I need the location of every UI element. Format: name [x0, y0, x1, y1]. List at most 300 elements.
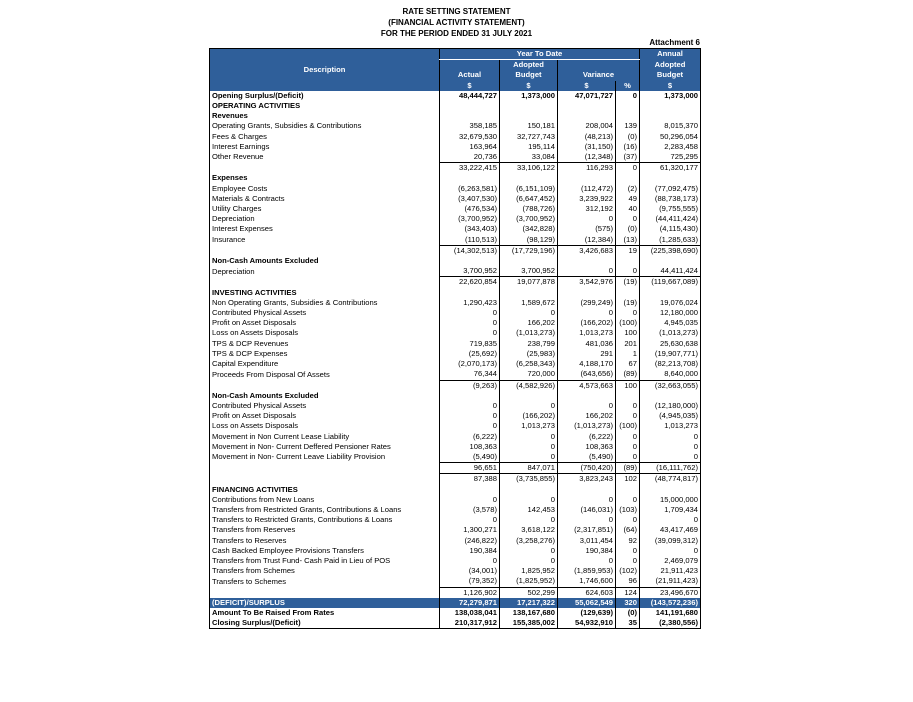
- row-value-variance: (1,013,273): [558, 421, 616, 431]
- row-value-percent: 0: [616, 442, 640, 452]
- row-value-actual: (476,534): [440, 204, 500, 214]
- row-value-variance: [558, 256, 616, 266]
- row-value-percent: [616, 485, 640, 495]
- row-value-budget: (6,151,109): [500, 184, 558, 194]
- row-value-variance: 208,004: [558, 121, 616, 131]
- row-value-budget: (6,647,452): [500, 194, 558, 204]
- unit-actual: $: [440, 81, 500, 91]
- row-description: Contributed Physical Assets: [210, 401, 440, 411]
- table-row: [210, 421, 701, 431]
- row-value-percent: 102: [616, 474, 640, 485]
- row-value-annual: [640, 256, 701, 266]
- table-row: [210, 214, 701, 224]
- row-value-budget: [500, 256, 558, 266]
- table-row: [210, 380, 701, 391]
- row-value-budget: 0: [500, 556, 558, 566]
- row-value-budget: 19,077,878: [500, 277, 558, 288]
- row-value-budget: 138,167,680: [500, 608, 558, 618]
- row-value-percent: 40: [616, 204, 640, 214]
- row-value-percent: (89): [616, 463, 640, 474]
- col-annual-adopted-l2: Budget: [640, 70, 701, 80]
- row-value-variance: 1,746,600: [558, 576, 616, 587]
- row-description: Movement in Non- Current Leave Liability Provision: [210, 452, 440, 462]
- row-value-budget: 155,385,002: [500, 618, 558, 629]
- table-row: [210, 308, 701, 318]
- col-group-ytd: Year To Date: [440, 49, 640, 60]
- row-value-annual: (44,411,424): [640, 214, 701, 224]
- row-description: [210, 380, 440, 391]
- row-value-variance: 0: [558, 308, 616, 318]
- unit-budget: $: [500, 81, 558, 91]
- row-value-variance: 1,013,273: [558, 328, 616, 338]
- row-value-percent: [616, 288, 640, 298]
- table-row: [210, 391, 701, 401]
- row-value-variance: (1,859,953): [558, 566, 616, 576]
- row-value-actual: 163,964: [440, 142, 500, 152]
- table-row: [210, 91, 701, 101]
- row-value-budget: 0: [500, 442, 558, 452]
- row-value-actual: (79,352): [440, 576, 500, 587]
- row-value-percent: 49: [616, 194, 640, 204]
- row-value-percent: 1: [616, 349, 640, 359]
- table-row: [210, 411, 701, 421]
- row-value-actual: 0: [440, 411, 500, 421]
- row-value-variance: [558, 391, 616, 401]
- row-description: (DEFICIT)/SURPLUS: [210, 598, 440, 608]
- row-value-budget: 1,013,273: [500, 421, 558, 431]
- table-row: [210, 556, 701, 566]
- row-value-percent: (0): [616, 224, 640, 234]
- row-value-percent: 0: [616, 452, 640, 462]
- row-value-variance: (2,317,851): [558, 525, 616, 535]
- row-description: FINANCING ACTIVITIES: [210, 485, 440, 495]
- row-value-annual: 44,411,424: [640, 266, 701, 277]
- table-row: [210, 515, 701, 525]
- row-value-percent: 139: [616, 121, 640, 131]
- row-value-budget: 1,825,952: [500, 566, 558, 576]
- col-actual: Actual: [440, 70, 500, 80]
- row-value-annual: 25,630,638: [640, 339, 701, 349]
- row-value-actual: (25,692): [440, 349, 500, 359]
- row-value-budget: [500, 173, 558, 183]
- row-value-percent: 201: [616, 339, 640, 349]
- col-variance: Variance: [558, 70, 640, 80]
- table-row: [210, 142, 701, 152]
- row-description: Closing Surplus/(Deficit): [210, 618, 440, 629]
- row-value-annual: 4,945,035: [640, 318, 701, 328]
- row-description: Transfers to Restricted Grants, Contributions & Loans: [210, 515, 440, 525]
- row-description: Transfers from Restricted Grants, Contributions & Loans: [210, 505, 440, 515]
- row-value-variance: 0: [558, 266, 616, 277]
- row-value-percent: (0): [616, 132, 640, 142]
- row-description: Movement in Non Current Lease Liability: [210, 432, 440, 442]
- row-value-budget: 1,373,000: [500, 91, 558, 101]
- row-value-variance: [558, 288, 616, 298]
- row-value-percent: (13): [616, 235, 640, 246]
- row-value-actual: 358,185: [440, 121, 500, 131]
- table-row: [210, 525, 701, 535]
- row-value-annual: (16,111,762): [640, 463, 701, 474]
- col-adopted-budget-l1: Adopted: [500, 60, 558, 71]
- row-value-budget: (1,013,273): [500, 328, 558, 338]
- table-row: [210, 204, 701, 214]
- row-value-actual: 33,222,415: [440, 163, 500, 174]
- row-value-budget: (4,582,926): [500, 380, 558, 391]
- row-value-annual: [640, 173, 701, 183]
- row-description: Contributions from New Loans: [210, 495, 440, 505]
- row-description: Transfers to Reserves: [210, 536, 440, 546]
- row-value-variance: (299,249): [558, 298, 616, 308]
- row-value-percent: 0: [616, 432, 640, 442]
- row-value-actual: (3,700,952): [440, 214, 500, 224]
- row-value-variance: (166,202): [558, 318, 616, 328]
- row-value-variance: [558, 111, 616, 121]
- row-value-annual: 23,496,670: [640, 587, 701, 598]
- table-row: [210, 194, 701, 204]
- row-value-actual: 1,300,271: [440, 525, 500, 535]
- table-row: [210, 452, 701, 462]
- row-value-actual: (3,578): [440, 505, 500, 515]
- row-description: Non-Cash Amounts Excluded: [210, 391, 440, 401]
- rate-setting-table: [209, 48, 701, 629]
- row-value-annual: (143,572,236): [640, 598, 701, 608]
- row-description: [210, 587, 440, 598]
- row-value-budget: (3,258,276): [500, 536, 558, 546]
- row-value-annual: 2,283,458: [640, 142, 701, 152]
- row-value-annual: 8,015,370: [640, 121, 701, 131]
- row-value-percent: 0: [616, 214, 640, 224]
- row-value-annual: [640, 101, 701, 111]
- row-value-variance: 4,188,170: [558, 359, 616, 369]
- row-value-budget: 502,299: [500, 587, 558, 598]
- row-value-actual: (110,513): [440, 235, 500, 246]
- row-value-budget: 1,589,672: [500, 298, 558, 308]
- row-value-annual: 1,013,273: [640, 421, 701, 431]
- row-value-annual: 0: [640, 515, 701, 525]
- row-description: [210, 245, 440, 256]
- row-value-annual: 0: [640, 546, 701, 556]
- row-value-variance: (48,213): [558, 132, 616, 142]
- row-value-actual: [440, 111, 500, 121]
- row-description: Loss on Assets Disposals: [210, 328, 440, 338]
- row-value-variance: (575): [558, 224, 616, 234]
- row-value-variance: (5,490): [558, 452, 616, 462]
- row-description: Expenses: [210, 173, 440, 183]
- row-value-budget: 195,114: [500, 142, 558, 152]
- row-description: Depreciation: [210, 266, 440, 277]
- row-value-actual: 76,344: [440, 369, 500, 380]
- row-value-variance: (750,420): [558, 463, 616, 474]
- row-value-actual: [440, 485, 500, 495]
- row-description: Operating Grants, Subsidies & Contributions: [210, 121, 440, 131]
- table-row: [210, 546, 701, 556]
- row-value-annual: (2,380,556): [640, 618, 701, 629]
- row-description: Employee Costs: [210, 184, 440, 194]
- row-value-variance: 3,426,683: [558, 245, 616, 256]
- row-value-budget: 166,202: [500, 318, 558, 328]
- row-value-variance: 624,603: [558, 587, 616, 598]
- row-value-budget: 0: [500, 515, 558, 525]
- row-value-budget: (6,258,343): [500, 359, 558, 369]
- row-value-variance: 0: [558, 556, 616, 566]
- row-value-percent: (0): [616, 608, 640, 618]
- row-description: [210, 474, 440, 485]
- row-value-budget: 33,106,122: [500, 163, 558, 174]
- row-description: OPERATING ACTIVITIES: [210, 101, 440, 111]
- row-value-annual: (21,911,423): [640, 576, 701, 587]
- row-description: Transfers to Schemes: [210, 576, 440, 587]
- row-value-variance: 190,384: [558, 546, 616, 556]
- row-value-annual: (1,285,633): [640, 235, 701, 246]
- row-value-variance: 116,293: [558, 163, 616, 174]
- row-description: Fees & Charges: [210, 132, 440, 142]
- row-value-variance: (146,031): [558, 505, 616, 515]
- row-value-variance: (112,472): [558, 184, 616, 194]
- row-value-variance: 0: [558, 495, 616, 505]
- table-row: [210, 111, 701, 121]
- row-value-actual: 719,835: [440, 339, 500, 349]
- row-value-budget: (1,825,952): [500, 576, 558, 587]
- row-description: Amount To Be Raised From Rates: [210, 608, 440, 618]
- col-variance-spacer: [558, 60, 640, 71]
- row-value-budget: (98,129): [500, 235, 558, 246]
- report-title: RATE SETTING STATEMENT: [402, 7, 511, 16]
- row-value-actual: [440, 173, 500, 183]
- table-row: [210, 359, 701, 369]
- row-value-percent: 0: [616, 266, 640, 277]
- row-value-percent: 0: [616, 91, 640, 101]
- row-value-annual: (19,907,771): [640, 349, 701, 359]
- row-value-annual: 2,469,079: [640, 556, 701, 566]
- row-value-annual: (39,099,312): [640, 536, 701, 546]
- row-description: Transfers from Trust Fund- Cash Paid in Lieu of POS: [210, 556, 440, 566]
- row-value-percent: 96: [616, 576, 640, 587]
- row-value-actual: (6,222): [440, 432, 500, 442]
- table-row: [210, 442, 701, 452]
- row-value-annual: 141,191,680: [640, 608, 701, 618]
- row-description: Interest Earnings: [210, 142, 440, 152]
- row-value-annual: (225,398,690): [640, 245, 701, 256]
- table-row: [210, 474, 701, 485]
- row-value-actual: 48,444,727: [440, 91, 500, 101]
- row-value-variance: 166,202: [558, 411, 616, 421]
- row-value-actual: (14,302,513): [440, 245, 500, 256]
- row-description: Transfers from Reserves: [210, 525, 440, 535]
- row-value-actual: 1,290,423: [440, 298, 500, 308]
- row-value-budget: 0: [500, 452, 558, 462]
- row-value-percent: 35: [616, 618, 640, 629]
- row-description: Non-Cash Amounts Excluded: [210, 256, 440, 266]
- row-value-actual: 190,384: [440, 546, 500, 556]
- table-row: [210, 495, 701, 505]
- row-value-variance: 3,823,243: [558, 474, 616, 485]
- table-row: [210, 339, 701, 349]
- table-row: [210, 121, 701, 131]
- row-description: [210, 463, 440, 474]
- row-value-budget: 32,727,743: [500, 132, 558, 142]
- row-value-actual: 72,279,871: [440, 598, 500, 608]
- table-row: [210, 224, 701, 234]
- unit-percent: %: [616, 81, 640, 91]
- row-value-annual: (119,667,089): [640, 277, 701, 288]
- row-description: Non Operating Grants, Subsidies & Contributions: [210, 298, 440, 308]
- row-value-percent: 0: [616, 556, 640, 566]
- row-value-budget: (342,828): [500, 224, 558, 234]
- row-value-annual: (4,115,430): [640, 224, 701, 234]
- row-value-annual: (82,213,708): [640, 359, 701, 369]
- row-value-percent: 124: [616, 587, 640, 598]
- table-row: [210, 608, 701, 618]
- row-value-actual: 1,126,902: [440, 587, 500, 598]
- row-value-percent: (103): [616, 505, 640, 515]
- row-value-variance: (6,222): [558, 432, 616, 442]
- row-description: Proceeds From Disposal Of Assets: [210, 369, 440, 380]
- row-value-percent: 100: [616, 328, 640, 338]
- row-value-percent: (89): [616, 369, 640, 380]
- table-row: [210, 318, 701, 328]
- table-row: [210, 266, 701, 277]
- row-value-annual: 725,295: [640, 152, 701, 163]
- row-value-actual: 3,700,952: [440, 266, 500, 277]
- row-value-budget: [500, 485, 558, 495]
- row-value-variance: 291: [558, 349, 616, 359]
- table-row: [210, 566, 701, 576]
- col-adopted-budget-l2: Budget: [500, 70, 558, 80]
- row-value-percent: (19): [616, 277, 640, 288]
- row-description: TPS & DCP Expenses: [210, 349, 440, 359]
- row-value-annual: 21,911,423: [640, 566, 701, 576]
- table-row: [210, 277, 701, 288]
- row-description: [210, 277, 440, 288]
- row-value-annual: 43,417,469: [640, 525, 701, 535]
- row-value-percent: 0: [616, 401, 640, 411]
- row-value-annual: 0: [640, 452, 701, 462]
- row-value-percent: (100): [616, 318, 640, 328]
- table-row: [210, 152, 701, 163]
- row-value-budget: (3,700,952): [500, 214, 558, 224]
- row-value-budget: 3,618,122: [500, 525, 558, 535]
- row-value-budget: [500, 391, 558, 401]
- row-description: INVESTING ACTIVITIES: [210, 288, 440, 298]
- row-description: Movement in Non- Current Deffered Pensioner Rates: [210, 442, 440, 452]
- table-row: [210, 235, 701, 246]
- table-row: [210, 369, 701, 380]
- row-value-annual: 8,640,000: [640, 369, 701, 380]
- row-value-variance: (31,150): [558, 142, 616, 152]
- row-value-percent: 0: [616, 163, 640, 174]
- row-value-percent: 67: [616, 359, 640, 369]
- table-row: [210, 288, 701, 298]
- row-value-actual: 108,363: [440, 442, 500, 452]
- table-row: [210, 618, 701, 629]
- row-description: Opening Surplus/(Deficit): [210, 91, 440, 101]
- row-value-annual: (88,738,173): [640, 194, 701, 204]
- row-value-actual: [440, 101, 500, 111]
- row-value-annual: 1,373,000: [640, 91, 701, 101]
- row-value-variance: 3,239,922: [558, 194, 616, 204]
- row-value-actual: 32,679,530: [440, 132, 500, 142]
- row-value-budget: (166,202): [500, 411, 558, 421]
- table-row: [210, 101, 701, 111]
- row-value-actual: 0: [440, 328, 500, 338]
- col-annual-adopted-l1: Adopted: [640, 60, 701, 71]
- row-description: Capital Expenditure: [210, 359, 440, 369]
- row-value-budget: 17,217,322: [500, 598, 558, 608]
- row-value-budget: 0: [500, 432, 558, 442]
- row-value-annual: 0: [640, 432, 701, 442]
- col-group-annual: Annual: [640, 49, 701, 60]
- row-value-variance: (643,656): [558, 369, 616, 380]
- row-value-actual: [440, 256, 500, 266]
- table-row: [210, 245, 701, 256]
- row-value-percent: (16): [616, 142, 640, 152]
- row-description: Loss on Assets Disposals: [210, 421, 440, 431]
- row-value-variance: 3,542,976: [558, 277, 616, 288]
- row-value-actual: 0: [440, 515, 500, 525]
- row-value-annual: [640, 288, 701, 298]
- row-value-actual: (9,263): [440, 380, 500, 391]
- row-value-actual: (34,001): [440, 566, 500, 576]
- row-value-annual: 1,709,434: [640, 505, 701, 515]
- row-value-actual: (5,490): [440, 452, 500, 462]
- row-description: Other Revenue: [210, 152, 440, 163]
- row-value-actual: 210,317,912: [440, 618, 500, 629]
- report-subtitle: (FINANCIAL ACTIVITY STATEMENT): [388, 18, 525, 27]
- row-value-annual: 15,000,000: [640, 495, 701, 505]
- row-value-budget: (788,726): [500, 204, 558, 214]
- row-description: TPS & DCP Revenues: [210, 339, 440, 349]
- row-value-budget: 0: [500, 495, 558, 505]
- row-value-percent: (102): [616, 566, 640, 576]
- row-value-annual: (4,945,035): [640, 411, 701, 421]
- row-description: Transfers from Schemes: [210, 566, 440, 576]
- table-row: [210, 587, 701, 598]
- row-value-budget: 0: [500, 546, 558, 556]
- table-row: [210, 432, 701, 442]
- table-row: [210, 505, 701, 515]
- table-row: [210, 184, 701, 194]
- row-value-percent: [616, 256, 640, 266]
- table-row: [210, 132, 701, 142]
- row-value-actual: (246,822): [440, 536, 500, 546]
- unit-variance: $: [558, 81, 616, 91]
- row-description: Interest Expenses: [210, 224, 440, 234]
- row-value-annual: 12,180,000: [640, 308, 701, 318]
- table-row: [210, 256, 701, 266]
- row-value-annual: [640, 111, 701, 121]
- row-value-variance: 0: [558, 515, 616, 525]
- row-value-actual: (3,407,530): [440, 194, 500, 204]
- row-value-variance: 54,932,910: [558, 618, 616, 629]
- row-value-percent: 0: [616, 495, 640, 505]
- row-value-variance: 0: [558, 214, 616, 224]
- row-description: Profit on Asset Disposals: [210, 318, 440, 328]
- row-value-percent: (37): [616, 152, 640, 163]
- row-value-budget: 720,000: [500, 369, 558, 380]
- table-row: [210, 173, 701, 183]
- row-value-actual: [440, 391, 500, 401]
- row-value-actual: 96,651: [440, 463, 500, 474]
- row-value-variance: 55,062,549: [558, 598, 616, 608]
- row-description: Cash Backed Employee Provisions Transfers: [210, 546, 440, 556]
- row-value-percent: [616, 101, 640, 111]
- row-description: Insurance: [210, 235, 440, 246]
- row-value-percent: 0: [616, 411, 640, 421]
- row-value-percent: 0: [616, 515, 640, 525]
- table-row: [210, 328, 701, 338]
- unit-annual: $: [640, 81, 701, 91]
- row-value-actual: 20,736: [440, 152, 500, 163]
